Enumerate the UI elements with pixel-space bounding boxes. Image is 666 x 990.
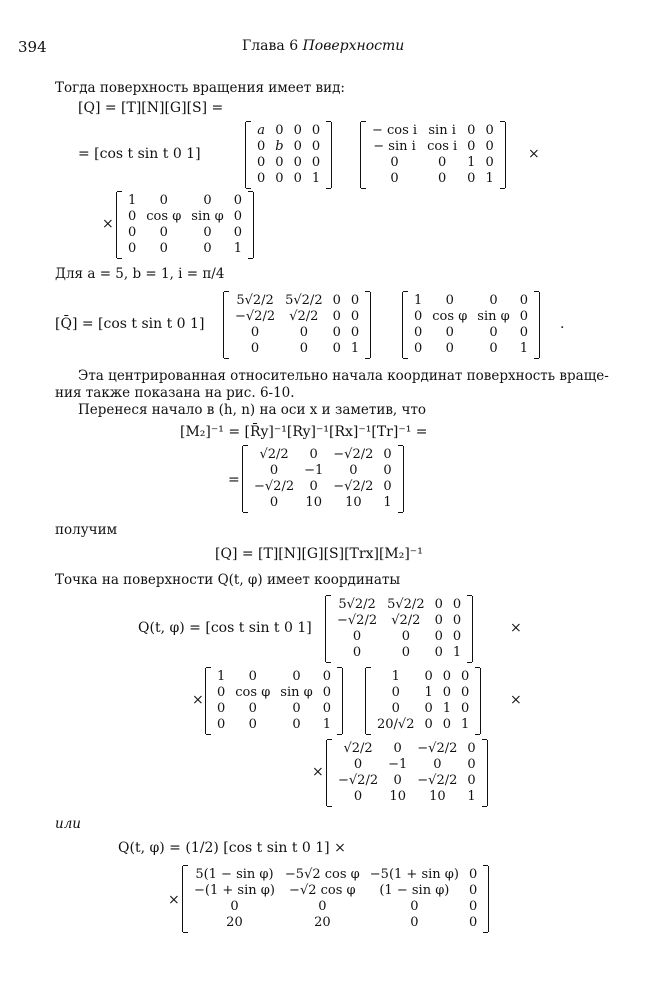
matrix-cell: 0 <box>383 463 392 478</box>
matrix-cell: cos φ <box>235 685 271 700</box>
matrix-cell: 0 <box>442 717 452 732</box>
matrix-cell: 0 <box>250 341 260 356</box>
matrix-cell: 0 <box>353 757 363 772</box>
matrix-cell: 0 <box>322 701 332 716</box>
matrix-cell: 0 <box>257 171 266 186</box>
matrix-cell: 0 <box>434 629 443 644</box>
matrix-q-2 <box>205 668 343 734</box>
matrix-cell: 10 <box>305 495 322 510</box>
matrix-row <box>252 139 325 155</box>
matrix-cell: 1 <box>322 717 332 732</box>
matrix-cell: 0 <box>424 701 433 716</box>
matrix-cell: 1 <box>311 171 321 186</box>
matrix-cell: 0 <box>434 613 443 628</box>
matrix-cell: 0 <box>352 629 362 644</box>
matrix-cell: 0 <box>485 123 494 138</box>
matrix-row <box>212 685 336 701</box>
matrix-row <box>249 495 397 511</box>
m2inv-eq: [M₂]⁻¹ = [R̄y]⁻¹[Ry]⁻¹[Rx]⁻¹[Tr]⁻¹ = <box>180 424 428 440</box>
matrix-row <box>212 669 336 685</box>
matrix-rot-i <box>360 122 506 188</box>
matrix-cell: −1 <box>388 757 408 772</box>
matrix-cell: 1 <box>519 341 529 356</box>
matrix-row <box>367 155 499 171</box>
matrix-cell: cos i <box>427 139 458 154</box>
matrix-row <box>332 613 466 629</box>
matrix-cell: 0 <box>410 899 419 914</box>
matrix-row <box>372 685 474 701</box>
matrix-cell: −√2/2 <box>337 613 378 628</box>
times-sign-4: × <box>192 692 204 708</box>
matrix-cell: 5√2/2 <box>387 597 425 612</box>
matrix-cell: 0 <box>383 479 392 494</box>
matrix-cell: 0 <box>353 789 363 804</box>
matrix-row <box>230 325 364 341</box>
matrix-cell: 5√2/2 <box>338 597 376 612</box>
matrix-row <box>252 171 325 187</box>
matrix-cell: 0 <box>489 341 498 356</box>
matrix-cell: 0 <box>461 669 470 684</box>
qtphi-lhs: Q(t, φ) = [cos t sin t 0 1] <box>138 620 312 636</box>
matrix-cell: 10 <box>429 789 446 804</box>
matrix-cell: sin φ <box>477 309 510 324</box>
matrix-cell: 0 <box>311 155 321 170</box>
matrix-cell: 0 <box>445 293 454 308</box>
matrix-cell: 0 <box>391 701 400 716</box>
matrix-cell: 0 <box>248 669 257 684</box>
matrix-cell: 0 <box>467 741 476 756</box>
matrix-cell: 0 <box>217 685 226 700</box>
matrix-row <box>332 597 466 613</box>
ili-text: или <box>55 816 81 832</box>
matrix-cell: 0 <box>233 193 243 208</box>
matrix-cell: − sin i <box>373 139 416 154</box>
matrix-cell: 0 <box>233 209 243 224</box>
matrix-row <box>333 789 481 805</box>
matrix-cell: 0 <box>410 915 419 930</box>
matrix-cell: 0 <box>350 309 360 324</box>
qbar-lhs: [Q̄] = [cos t sin t 0 1] <box>55 316 205 332</box>
matrix-cell: −√2/2 <box>254 479 295 494</box>
matrix-cell: 0 <box>293 139 302 154</box>
matrix-cell: 0 <box>332 309 341 324</box>
matrix-cell: 0 <box>203 241 212 256</box>
matrix-cell: 1 <box>217 669 226 684</box>
matrix-row <box>230 293 364 309</box>
matrix-cell: sin φ <box>280 685 313 700</box>
matrix-cell: 0 <box>349 463 358 478</box>
matrix-cell: 0 <box>230 899 239 914</box>
times-sign-5: × <box>510 692 522 708</box>
matrix-cell: 0 <box>390 171 399 186</box>
matrix-cell: 20/√2 <box>377 717 415 732</box>
matrix-q-4 <box>326 740 488 806</box>
matrix-cell: (1 − sin φ) <box>379 883 450 898</box>
matrix-cell: 0 <box>383 447 392 462</box>
matrix-cell: 5√2/2 <box>236 293 274 308</box>
matrix-row <box>189 867 482 883</box>
matrix-cell: 20 <box>226 915 243 930</box>
times-sign-2: × <box>102 216 114 232</box>
matrix-row <box>367 171 499 187</box>
matrix-cell: 0 <box>332 325 341 340</box>
matrix-cell: 0 <box>257 139 266 154</box>
matrix-cell: −√2/2 <box>333 479 374 494</box>
period: . <box>560 316 565 332</box>
matrix-cell: 0 <box>159 193 168 208</box>
matrix-cell: 1 <box>485 171 494 186</box>
matrix-row <box>123 193 247 209</box>
point-text: Точка на поверхности Q(t, φ) имеет координаты <box>55 572 401 588</box>
matrix-row <box>409 309 533 325</box>
matrix-cell: 0 <box>393 773 402 788</box>
matrix-cell: 0 <box>269 463 279 478</box>
matrix-cell: 0 <box>452 597 462 612</box>
matrix-row <box>189 883 482 899</box>
matrix-cell: −√2/2 <box>417 741 458 756</box>
matrix-row <box>409 325 533 341</box>
matrix-cell: 0 <box>468 867 478 882</box>
matrix-cell: 0 <box>468 915 478 930</box>
para1-line2: ния также показана на рис. 6-10. <box>55 385 295 401</box>
matrix-cell: a <box>257 123 266 138</box>
matrix-cell: 0 <box>414 325 423 340</box>
matrix-cell: 0 <box>445 325 454 340</box>
matrix-row <box>333 741 481 757</box>
params-text: Для a = 5, b = 1, i = π/4 <box>55 266 225 282</box>
matrix-cell: 0 <box>217 717 226 732</box>
q-half-eq: Q(t, φ) = (1/2) [cos t sin t 0 1] × <box>118 840 346 856</box>
matrix-cell: 0 <box>293 171 302 186</box>
matrix-cell: 0 <box>233 225 243 240</box>
matrix-cell: 0 <box>390 155 399 170</box>
matrix-cell: 0 <box>350 325 360 340</box>
matrix-row <box>372 701 474 717</box>
matrix-cell: −5√2 cos φ <box>284 867 360 882</box>
matrix-cell: 0 <box>128 209 137 224</box>
matrix-cell: 0 <box>485 139 494 154</box>
matrix-cell: 0 <box>350 293 360 308</box>
matrix-cell: −√2/2 <box>235 309 276 324</box>
matrix-cell: 0 <box>467 139 476 154</box>
matrix-cell: −√2/2 <box>417 773 458 788</box>
matrix-cell: √2/2 <box>289 309 319 324</box>
matrix-cell: 0 <box>433 757 442 772</box>
times-sign-3: × <box>510 620 522 636</box>
matrix-cell: 0 <box>269 495 279 510</box>
matrix-cell: 0 <box>434 597 443 612</box>
matrix-cell: 20 <box>314 915 331 930</box>
matrix-cell: 1 <box>452 645 462 660</box>
matrix-row <box>333 757 481 773</box>
matrix-row <box>230 341 364 357</box>
matrix-cell: 0 <box>452 613 462 628</box>
matrix-cell: 0 <box>489 293 498 308</box>
eq-q-product: [Q] = [T][N][G][S] = <box>78 100 224 116</box>
matrix-cell: 0 <box>309 447 318 462</box>
matrix-cell: 10 <box>389 789 406 804</box>
matrix-cell: 0 <box>414 341 423 356</box>
matrix-cell: √2/2 <box>343 741 373 756</box>
matrix-row <box>189 899 482 915</box>
matrix-cell: 0 <box>461 685 470 700</box>
matrix-cell: 0 <box>292 669 301 684</box>
matrix-cell: 0 <box>128 225 137 240</box>
matrix-cell: 0 <box>322 685 332 700</box>
matrix-cell: 0 <box>442 685 452 700</box>
matrix-row <box>372 669 474 685</box>
row-vector-1: = [cos t sin t 0 1] <box>78 146 201 162</box>
times-sign-1: × <box>528 146 540 162</box>
matrix-cell: 1 <box>442 701 452 716</box>
matrix-q-1 <box>325 596 473 662</box>
matrix-row <box>372 717 474 733</box>
matrix-cell: −1 <box>304 463 324 478</box>
matrix-cell: 1 <box>414 293 423 308</box>
matrix-cell: 0 <box>257 155 266 170</box>
matrix-cell: 0 <box>489 325 498 340</box>
matrix-cell: 0 <box>519 309 529 324</box>
chapter-label: Глава 6 <box>242 38 299 54</box>
matrix-cell: sin φ <box>191 209 224 224</box>
matrix-cell: 0 <box>519 325 529 340</box>
matrix-cell: 0 <box>311 123 321 138</box>
matrix-cell: 0 <box>393 741 402 756</box>
matrix-cell: 0 <box>467 171 476 186</box>
matrix-row <box>212 701 336 717</box>
matrix-cell: 0 <box>519 293 529 308</box>
matrix-cell: 0 <box>434 645 443 660</box>
matrix-cell: 0 <box>217 701 226 716</box>
matrix-cell: 0 <box>250 325 260 340</box>
matrix-cell: 0 <box>332 293 341 308</box>
matrix-m2inv <box>242 446 404 512</box>
matrix-row <box>212 717 336 733</box>
para1-line1: Эта центрированная относительно начала координат поверхность враще- <box>78 368 609 384</box>
matrix-row <box>249 447 397 463</box>
matrix-cell: 0 <box>299 325 308 340</box>
matrix-row <box>123 241 247 257</box>
matrix-row <box>409 293 533 309</box>
matrix-cell: sin i <box>428 123 456 138</box>
matrix-row <box>367 123 499 139</box>
chapter-title: Поверхности <box>302 38 405 54</box>
matrix-cell: 0 <box>248 701 257 716</box>
matrix-scale <box>245 122 332 188</box>
running-head <box>242 38 404 54</box>
matrix-cell: −(1 + sin φ) <box>194 883 275 898</box>
matrix-row <box>252 155 325 171</box>
q-formula: [Q] = [T][N][G][S][Trx][M₂]⁻¹ <box>215 546 423 562</box>
poluchim-text: получим <box>55 522 118 538</box>
matrix-cell: 0 <box>159 241 168 256</box>
matrix-cell: 0 <box>414 309 423 324</box>
matrix-row <box>123 209 247 225</box>
matrix-cell: 0 <box>442 669 452 684</box>
matrix-cell: 0 <box>467 773 476 788</box>
matrix-cell: 0 <box>203 225 212 240</box>
matrix-cell: − cos i <box>372 123 418 138</box>
matrix-row <box>230 309 364 325</box>
matrix-cell: 0 <box>311 139 321 154</box>
matrix-cell: 0 <box>248 717 257 732</box>
matrix-cell: 1 <box>128 193 137 208</box>
matrix-cell: √2/2 <box>391 613 421 628</box>
matrix-cell: 0 <box>293 155 302 170</box>
matrix-cell: √2/2 <box>259 447 289 462</box>
matrix-cell: 0 <box>468 899 478 914</box>
matrix-row <box>333 773 481 789</box>
matrix-row <box>367 139 499 155</box>
matrix-cell: 0 <box>401 645 410 660</box>
matrix-cell: 0 <box>159 225 168 240</box>
matrix-row <box>409 341 533 357</box>
matrix-cell: 0 <box>309 479 318 494</box>
matrix-row <box>123 225 247 241</box>
matrix-cell: 0 <box>437 155 447 170</box>
matrix-cell: 0 <box>275 155 284 170</box>
matrix-cell: −√2/2 <box>338 773 379 788</box>
matrix-cell: 0 <box>299 341 308 356</box>
matrix-cell: 1 <box>467 789 476 804</box>
matrix-cell: 0 <box>445 341 454 356</box>
matrix-cell: 0 <box>467 757 476 772</box>
times-sign-7: × <box>168 892 180 908</box>
matrix-cell: 0 <box>292 701 301 716</box>
matrix-cell: 0 <box>275 123 284 138</box>
matrix-cell: 5√2/2 <box>285 293 323 308</box>
matrix-cell: 0 <box>128 241 137 256</box>
matrix-cell: 1 <box>350 341 360 356</box>
matrix-cell: 1 <box>461 717 470 732</box>
matrix-cell: 5(1 − sin φ) <box>195 867 274 882</box>
intro-text: Тогда поверхность вращения имеет вид: <box>55 80 345 96</box>
matrix-cell: 0 <box>485 155 494 170</box>
matrix-cell: b <box>275 139 284 154</box>
matrix-cell: −√2 cos φ <box>289 883 356 898</box>
matrix-row <box>332 629 466 645</box>
matrix-cell: −√2/2 <box>333 447 374 462</box>
matrix-qbar-2 <box>402 292 540 358</box>
matrix-cell: 0 <box>318 899 327 914</box>
matrix-cell: 0 <box>468 883 478 898</box>
matrix-cell: 0 <box>467 123 476 138</box>
matrix-qbar-1 <box>223 292 371 358</box>
matrix-cell: 0 <box>322 669 332 684</box>
matrix-cell: 0 <box>332 341 341 356</box>
matrix-cell: 1 <box>467 155 476 170</box>
matrix-cell: 1 <box>233 241 243 256</box>
matrix-q-3 <box>365 668 481 734</box>
matrix-cell: 0 <box>437 171 447 186</box>
matrix-cell: 0 <box>275 171 284 186</box>
matrix-rot-phi <box>116 192 254 258</box>
matrix-cell: 0 <box>391 685 400 700</box>
matrix-cell: cos φ <box>146 209 182 224</box>
matrix-cell: 0 <box>292 717 301 732</box>
matrix-cell: 0 <box>461 701 470 716</box>
matrix-cell: 10 <box>345 495 362 510</box>
matrix-row <box>189 915 482 931</box>
matrix-cell: 1 <box>424 685 433 700</box>
matrix-cell: 1 <box>391 669 400 684</box>
matrix-cell: cos φ <box>432 309 468 324</box>
matrix-final <box>182 866 489 932</box>
matrix-cell: 0 <box>452 629 462 644</box>
times-sign-6: × <box>312 764 324 780</box>
matrix-cell: 1 <box>383 495 392 510</box>
matrix-cell: −5(1 + sin φ) <box>369 867 459 882</box>
matrix-row <box>252 123 325 139</box>
page-number: 394 <box>18 38 47 56</box>
matrix-row <box>249 463 397 479</box>
matrix-cell: 0 <box>424 669 433 684</box>
para2-text: Перенеся начало в (h, n) на оси x и заметив, что <box>78 402 427 418</box>
matrix-cell: 0 <box>401 629 410 644</box>
matrix-cell: 0 <box>352 645 362 660</box>
matrix-cell: 0 <box>424 717 433 732</box>
matrix-cell: 0 <box>203 193 212 208</box>
matrix-row <box>332 645 466 661</box>
equals-sign: = <box>228 472 240 488</box>
matrix-cell: 0 <box>293 123 302 138</box>
matrix-row <box>249 479 397 495</box>
